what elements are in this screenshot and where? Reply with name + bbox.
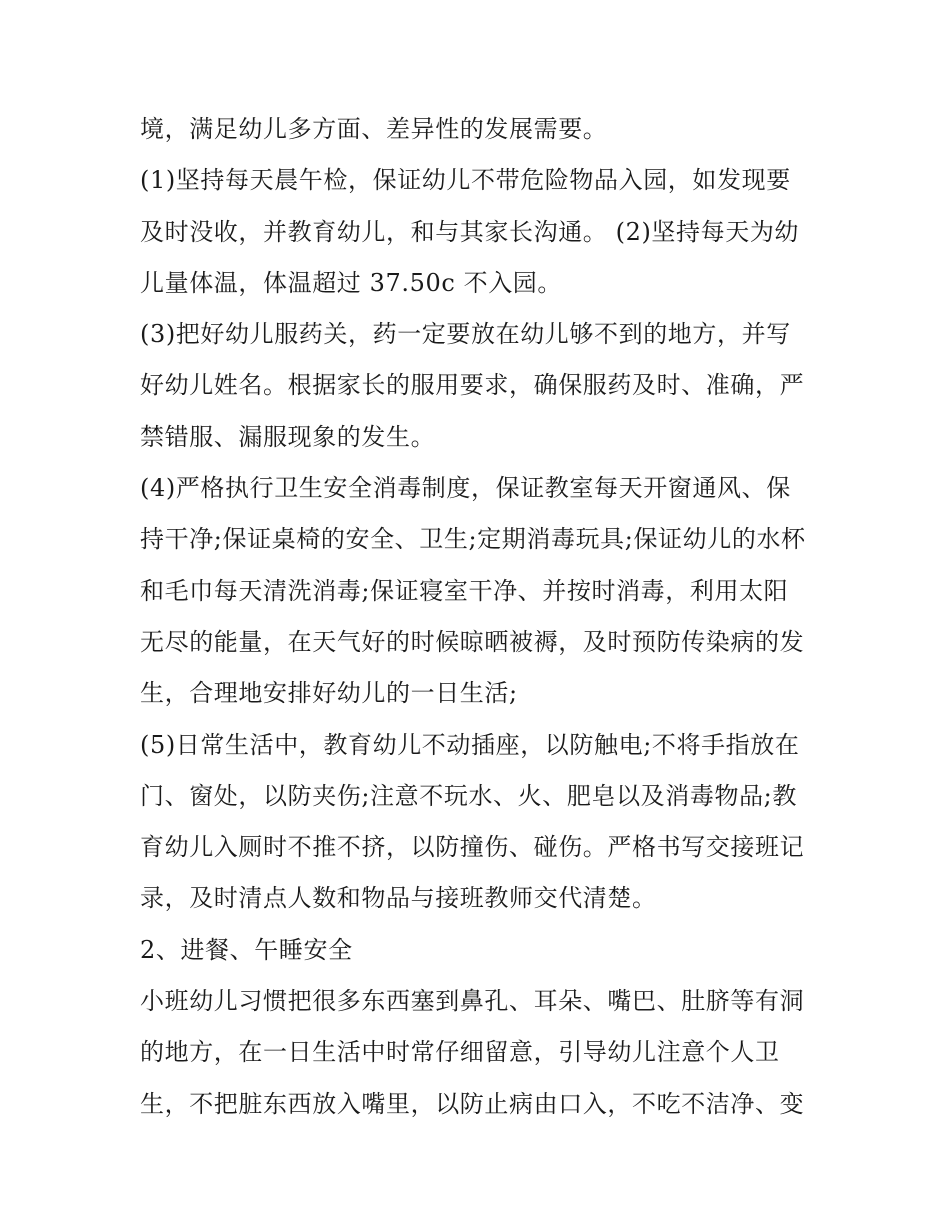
- text-line: 和毛巾每天清洗消毒;保证寝室干净、并按时消毒，利用太阳: [140, 576, 789, 605]
- text-line: 无尽的能量，在天气好的时候晾晒被褥，及时预防传染病的发: [140, 627, 805, 656]
- text-line: 生，不把脏东西放入嘴里，以防止病由口入，不吃不洁净、变: [140, 1089, 805, 1118]
- text-line: 好幼儿姓名。根据家长的服用要求，确保服药及时、准确，严: [140, 371, 805, 400]
- document-body: [140, 104, 820, 1130]
- text-line: 录，及时清点人数和物品与接班教师交代清楚。: [140, 884, 657, 913]
- text-line: 儿量体温，体温超过 37.50c 不入园。: [140, 268, 563, 297]
- text-line: 持干净;保证桌椅的安全、卫生;定期消毒玩具;保证幼儿的水杯: [140, 525, 806, 554]
- text-line: 生，合理地安排好幼儿的一日生活;: [140, 679, 518, 708]
- text-line: (4)严格执行卫生安全消毒制度，保证教室每天开窗通风、保: [140, 474, 791, 503]
- text-line: (1)坚持每天晨午检，保证幼儿不带危险物品入园，如发现要: [140, 166, 791, 195]
- text-line: (3)把好幼儿服药关，药一定要放在幼儿够不到的地方，并写: [140, 320, 791, 349]
- text-line: 的地方，在一日生活中时常仔细留意，引导幼儿注意个人卫: [140, 1038, 780, 1067]
- text-line: 境，满足幼儿多方面、差异性的发展需要。: [140, 115, 608, 143]
- text-line: 及时没收，并教育幼儿，和与其家长沟通。 (2)坚持每天为幼: [140, 217, 800, 246]
- text-line: (5)日常生活中，教育幼儿不动插座，以防触电;不将手指放在: [140, 730, 800, 759]
- text-line: 小班幼儿习惯把很多东西塞到鼻孔、耳朵、嘴巴、肚脐等有洞: [140, 987, 805, 1016]
- section-heading: 2、进餐、午睡安全: [140, 935, 353, 964]
- text-line: 育幼儿入厕时不推不挤，以防撞伤、碰伤。严格书写交接班记: [140, 833, 805, 862]
- text-line: 门、窗处，以防夹伤;注意不玩水、火、肥皂以及消毒物品;教: [140, 781, 797, 810]
- text-line: 禁错服、漏服现象的发生。: [140, 422, 436, 451]
